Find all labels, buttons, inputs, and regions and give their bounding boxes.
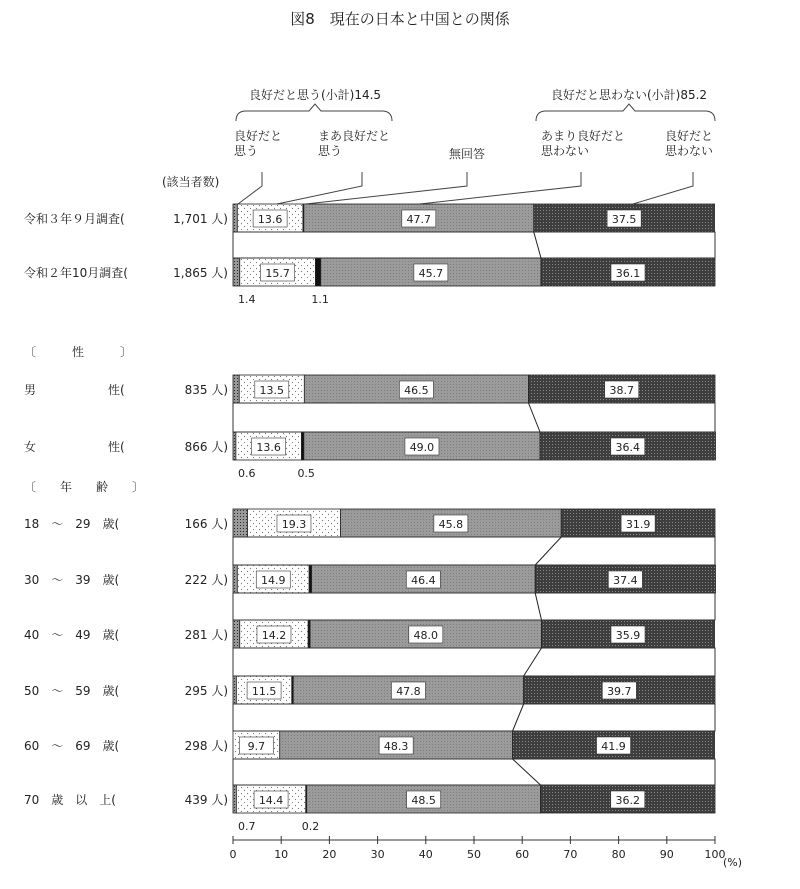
data-label-not-very_good: 49.0 <box>409 441 435 454</box>
row-respondents-count: 1,865 人) <box>173 266 228 280</box>
data-label-somewhat-good: 13.5 <box>259 384 285 397</box>
data-label-not-good: 41.9 <box>601 740 626 753</box>
series-leader-line <box>420 172 581 204</box>
data-label-good: 1.4 <box>238 293 256 306</box>
x-axis-tick-label: 40 <box>418 848 433 861</box>
data-label-somewhat-good: 14.2 <box>261 629 287 642</box>
data-label-not-very_good: 45.7 <box>418 267 444 280</box>
series-leader-line <box>633 172 693 204</box>
series-label: 思う <box>234 144 259 158</box>
data-label-good: 0.7 <box>238 820 256 833</box>
x-axis-tick-label: 60 <box>515 848 530 861</box>
x-axis-unit: (%) <box>723 856 743 869</box>
row-gap-frame <box>233 232 715 258</box>
row-category-label: 男 性( <box>24 383 125 397</box>
data-label-somewhat-good: 9.7 <box>247 740 266 753</box>
row-gap-frame <box>233 759 715 785</box>
row-respondents-count: 295 人) <box>184 684 228 698</box>
x-axis-tick-label: 10 <box>274 848 289 861</box>
subtotal-bracket <box>536 104 715 121</box>
x-axis-tick-label: 0 <box>229 848 237 861</box>
row-gap-frame <box>233 403 715 432</box>
series-label: 思う <box>318 144 343 158</box>
bar-segment-good <box>233 620 240 648</box>
row-category-label: 40 ～ 49 歳( <box>24 628 120 642</box>
data-label-not-good: 37.5 <box>611 213 637 226</box>
data-label-somewhat-good: 15.7 <box>265 267 290 280</box>
bar-segment-good <box>233 565 237 593</box>
bar-segment-good <box>233 676 236 704</box>
section-header-gender: 〔 性 〕 <box>24 345 133 359</box>
data-label-somewhat-good: 14.4 <box>258 794 284 807</box>
series-leader-line <box>238 172 262 204</box>
data-label-not-very_good: 45.8 <box>438 518 464 531</box>
data-label-somewhat-good: 13.6 <box>256 441 281 454</box>
series-label: 良好だと <box>234 129 283 143</box>
row-respondents-count: 439 人) <box>184 793 228 807</box>
bar-segment-good <box>233 258 240 286</box>
bar-segment-no-answer <box>315 258 320 286</box>
data-label-good: 0.6 <box>238 467 256 480</box>
row-respondents-count: 222 人) <box>184 573 228 587</box>
x-axis-tick-label: 50 <box>467 848 481 861</box>
data-label-not-very_good: 47.7 <box>406 213 432 226</box>
row-respondents-count: 166 人) <box>184 517 228 531</box>
data-label-not-good: 36.1 <box>615 267 641 280</box>
data-label-not-good: 31.9 <box>625 518 651 531</box>
series-label: あまり良好だと <box>541 129 626 143</box>
series-label: 無回答 <box>449 147 486 161</box>
data-label-not-very_good: 48.5 <box>411 794 436 807</box>
bar-segment-good <box>233 375 239 403</box>
data-label-not-very_good: 48.3 <box>383 740 409 753</box>
series-label: 良好だと <box>665 129 714 143</box>
data-label-no-answer: 0.5 <box>297 467 315 480</box>
data-label-not-good: 36.4 <box>615 441 641 454</box>
chart-title: 図8 現在の日本と中国との関係 <box>290 10 510 28</box>
data-label-not-very_good: 47.8 <box>396 685 421 698</box>
row-respondents-count: 281 人) <box>184 628 228 642</box>
x-axis-tick-label: 100 <box>704 848 726 861</box>
row-category-label: 令和３年９月調査( <box>24 212 125 226</box>
series-label: まあ良好だと <box>318 129 391 143</box>
row-respondents-count: 1,701 人) <box>173 212 228 226</box>
row-gap-frame <box>233 537 715 565</box>
data-label-no-answer: 1.1 <box>311 293 329 306</box>
row-respondents-count: 866 人) <box>184 440 228 454</box>
data-label-not-good: 36.2 <box>615 794 641 807</box>
data-label-somewhat-good: 11.5 <box>251 685 277 698</box>
bar-segment-good <box>233 785 236 813</box>
row-category-label: 30 ～ 39 歳( <box>24 573 120 587</box>
data-label-not-good: 37.4 <box>613 574 638 587</box>
section-header-age: 〔 年 齢 〕 <box>24 480 145 494</box>
row-category-label: 70 歳 以 上( <box>24 793 116 807</box>
series-label: 思わない <box>665 144 714 158</box>
row-category-label: 60 ～ 69 歳( <box>24 739 120 753</box>
data-label-not-good: 39.7 <box>607 685 632 698</box>
data-label-somewhat-good: 19.3 <box>281 518 307 531</box>
bar-segment-good <box>233 204 237 232</box>
row-category-label: 18 ～ 29 歳( <box>24 517 120 531</box>
x-axis-tick-label: 90 <box>659 848 674 861</box>
data-label-not-very_good: 46.4 <box>411 574 436 587</box>
x-axis-tick-label: 30 <box>370 848 385 861</box>
bar-segment-good <box>233 509 247 537</box>
data-label-not-very_good: 48.0 <box>413 629 439 642</box>
row-category-label: 50 ～ 59 歳( <box>24 684 120 698</box>
row-respondents-count: 835 人) <box>184 383 228 397</box>
subtotal-label: 良好だと思わない(小計)85.2 <box>550 88 708 102</box>
row-gap-frame <box>233 593 715 620</box>
data-label-no-answer: 0.2 <box>301 820 320 833</box>
row-category-label: 女 性( <box>24 440 125 454</box>
data-label-not-good: 38.7 <box>609 384 634 397</box>
data-label-somewhat-good: 13.6 <box>257 213 283 226</box>
series-label: 思わない <box>541 144 590 158</box>
respondents-header: (該当者数) <box>162 175 220 189</box>
x-axis-tick-label: 80 <box>611 848 626 861</box>
data-label-not-good: 35.9 <box>615 629 641 642</box>
series-leader-line <box>306 172 467 204</box>
row-respondents-count: 298 人) <box>184 739 228 753</box>
x-axis-tick-label: 20 <box>322 848 337 861</box>
data-label-somewhat-good: 14.9 <box>260 574 286 587</box>
subtotal-bracket <box>236 104 392 121</box>
subtotal-label: 良好だと思う(小計)14.5 <box>248 88 382 102</box>
row-gap-frame <box>233 704 715 731</box>
bar-segment-good <box>233 432 236 460</box>
row-category-label: 令和２年10月調査( <box>24 266 128 280</box>
row-gap-frame <box>233 648 715 676</box>
x-axis-tick-label: 70 <box>563 848 578 861</box>
data-label-not-very_good: 46.5 <box>404 384 429 397</box>
